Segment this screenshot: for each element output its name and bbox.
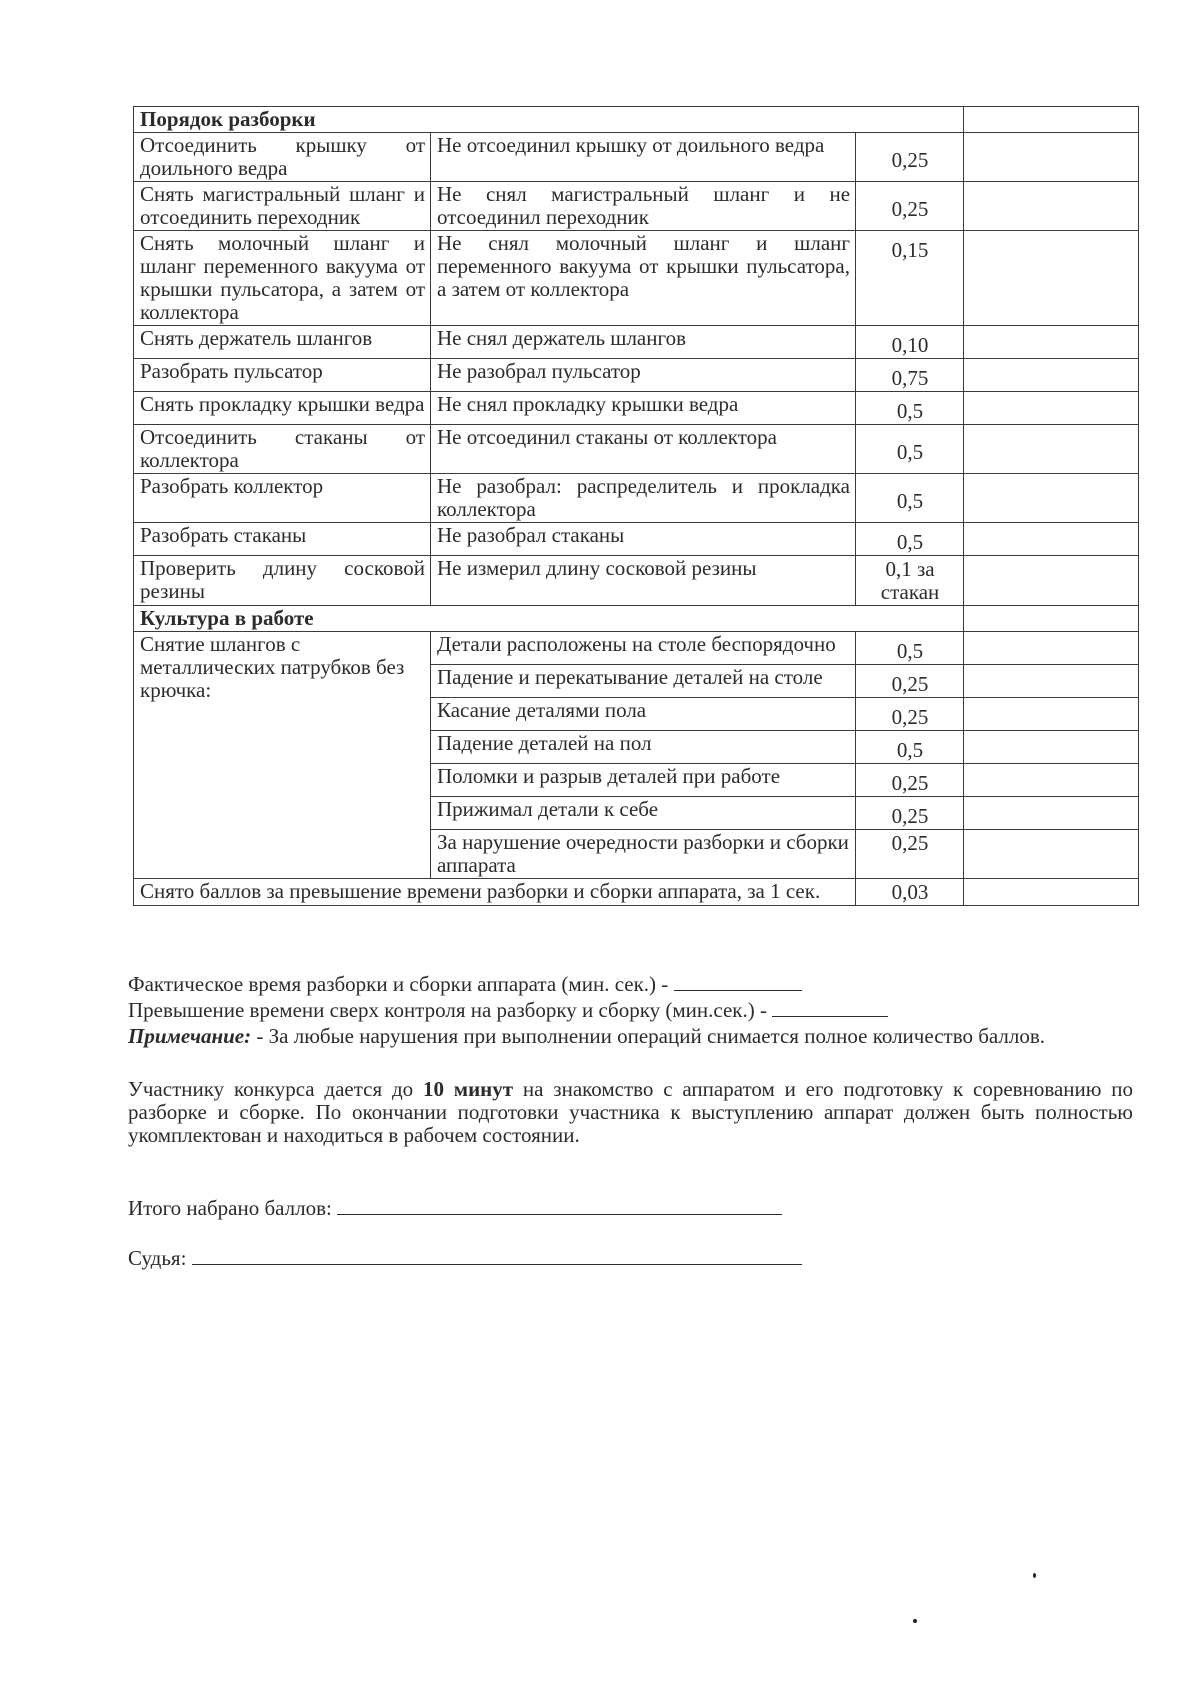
error-cell: Не разобрал стаканы — [431, 523, 856, 556]
operation-cell: Снять магистральный шланг и отсоединить переходник — [134, 182, 431, 231]
score-input-cell — [964, 359, 1139, 392]
total-score-field[interactable] — [337, 1214, 782, 1215]
rules-text-end: на знакомство с аппаратом и его подготовку к соревнованию по разборке и сборке. По окончании подготовки участника к выступлению аппарат должен быть полностью укомплектован и находиться в рабочем состоянии. — [128, 1077, 1133, 1147]
section-header-culture — [134, 606, 1139, 632]
table-row — [134, 133, 1139, 182]
operation-cell: Разобрать стаканы — [134, 523, 431, 556]
score-input-cell — [964, 556, 1139, 606]
scan-speck — [913, 1619, 917, 1623]
error-cell: Не снял прокладку крышки ведра — [431, 392, 856, 425]
points-cell: 0,25 — [856, 764, 964, 797]
points-cell: 0,25 — [856, 665, 964, 698]
points-cell: 0,5 — [856, 474, 964, 523]
score-input-cell — [964, 523, 1139, 556]
operation-cell: Снять прокладку крышки ведра — [134, 392, 431, 425]
operation-cell: Разобрать пульсатор — [134, 359, 431, 392]
error-cell: Не снял держатель шлангов — [431, 326, 856, 359]
excess-time-line — [128, 999, 1133, 1022]
total-score-label: Итого набрано баллов: — [128, 1196, 332, 1220]
error-cell: Не снял магистральный шланг и не отсоединил переходник — [431, 182, 856, 231]
error-cell: Падение деталей на пол — [431, 731, 856, 764]
points-cell: 0,5 — [856, 731, 964, 764]
operation-cell: Снять держатель шлангов — [134, 326, 431, 359]
score-input-cell — [964, 425, 1139, 474]
error-cell: Поломки и разрыв деталей при работе — [431, 764, 856, 797]
score-input-cell — [964, 133, 1139, 182]
table-row — [134, 632, 1139, 665]
points-cell: 0,25 — [856, 182, 964, 231]
error-cell: За нарушение очередности разборки и сборки аппарата — [431, 830, 856, 879]
score-input-cell — [964, 764, 1139, 797]
points-cell: 0,25 — [856, 797, 964, 830]
points-cell: 0,25 — [856, 133, 964, 182]
actual-time-label: Фактическое время разборки и сборки аппарата (мин. сек.) - — [128, 972, 669, 996]
actual-time-field[interactable] — [674, 990, 802, 991]
excess-time-field[interactable] — [772, 1016, 888, 1017]
score-input-cell — [964, 731, 1139, 764]
score-input-cell — [964, 797, 1139, 830]
points-cell: 0,03 — [856, 879, 964, 906]
score-input-cell — [964, 326, 1139, 359]
total-score-line — [128, 1197, 782, 1220]
section-title: Культура в работе — [134, 606, 856, 632]
table-row — [134, 359, 1139, 392]
section-title: Порядок разборки — [134, 107, 856, 133]
score-input-cell — [964, 632, 1139, 665]
error-cell: Прижимал детали к себе — [431, 797, 856, 830]
score-input-cell — [964, 474, 1139, 523]
score-input-cell — [964, 392, 1139, 425]
points-cell: 0,10 — [856, 326, 964, 359]
error-cell: Не измерил длину сосковой резины — [431, 556, 856, 606]
points-cell: 0,5 — [856, 632, 964, 665]
error-cell: Детали расположены на столе беспорядочно — [431, 632, 856, 665]
judge-label: Судья: — [128, 1246, 187, 1270]
error-cell: Падение и перекатывание деталей на столе — [431, 665, 856, 698]
table-row — [134, 556, 1139, 606]
points-cell: 0,15 — [856, 231, 964, 326]
note-text: - За любые нарушения при выполнении операций снимается полное количество баллов. — [251, 1024, 1046, 1048]
rules-paragraph — [128, 1078, 1133, 1147]
operation-cell: Проверить длину сосковой резины — [134, 556, 431, 606]
operation-cell: Снятие шлангов с металлических патрубков без крючка: — [134, 632, 431, 879]
table-row — [134, 392, 1139, 425]
table-row — [134, 231, 1139, 326]
section-header-disassembly — [134, 107, 1139, 133]
operation-cell: Снять молочный шланг и шланг переменного вакуума от крышки пульсатора, а затем от коллектора — [134, 231, 431, 326]
rules-time-limit: 10 минут — [422, 1077, 514, 1101]
table-row — [134, 326, 1139, 359]
error-cell: Не отсоединил стаканы от коллектора — [431, 425, 856, 474]
error-cell: Не снял молочный шланг и шланг переменного вакуума от крышки пульсатора, а затем от коллектора — [431, 231, 856, 326]
scan-speck — [1033, 1573, 1036, 1578]
points-cell: 0,1 за стакан — [856, 556, 964, 606]
error-cell: Не разобрал: распределитель и прокладка коллектора — [431, 474, 856, 523]
points-cell: 0,5 — [856, 425, 964, 474]
operation-cell: Разобрать коллектор — [134, 474, 431, 523]
points-cell: 0,25 — [856, 830, 964, 879]
time-penalty-cell: Снято баллов за превышение времени разборки и сборки аппарата, за 1 сек. — [134, 879, 856, 906]
score-input-cell — [964, 879, 1139, 906]
points-cell: 0,75 — [856, 359, 964, 392]
judge-line — [128, 1247, 802, 1270]
error-cell: Не разобрал пульсатор — [431, 359, 856, 392]
score-input-cell — [964, 665, 1139, 698]
table-row — [134, 182, 1139, 231]
operation-cell: Отсоединить крышку от доильного ведра — [134, 133, 431, 182]
error-cell: Не отсоединил крышку от доильного ведра — [431, 133, 856, 182]
table-row — [134, 474, 1139, 523]
score-input-cell — [964, 830, 1139, 879]
judge-signature-field[interactable] — [192, 1264, 802, 1265]
points-cell: 0,5 — [856, 392, 964, 425]
table-row-time-penalty — [134, 879, 1139, 906]
note-label: Примечание: — [128, 1024, 252, 1048]
score-input-cell — [964, 698, 1139, 731]
points-cell: 0,5 — [856, 523, 964, 556]
note-paragraph — [128, 1025, 1133, 1048]
operation-cell: Отсоединить стаканы от коллектора — [134, 425, 431, 474]
error-cell: Касание деталями пола — [431, 698, 856, 731]
points-cell: 0,25 — [856, 698, 964, 731]
score-input-cell — [964, 231, 1139, 326]
table-row — [134, 523, 1139, 556]
excess-time-label: Превышение времени сверх контроля на разборку и сборку (мин.сек.) - — [128, 998, 767, 1022]
score-table — [133, 106, 1139, 906]
rules-text-start: Участнику конкурса дается до — [128, 1077, 423, 1101]
score-input-cell — [964, 182, 1139, 231]
actual-time-line — [128, 973, 1133, 996]
table-row — [134, 425, 1139, 474]
